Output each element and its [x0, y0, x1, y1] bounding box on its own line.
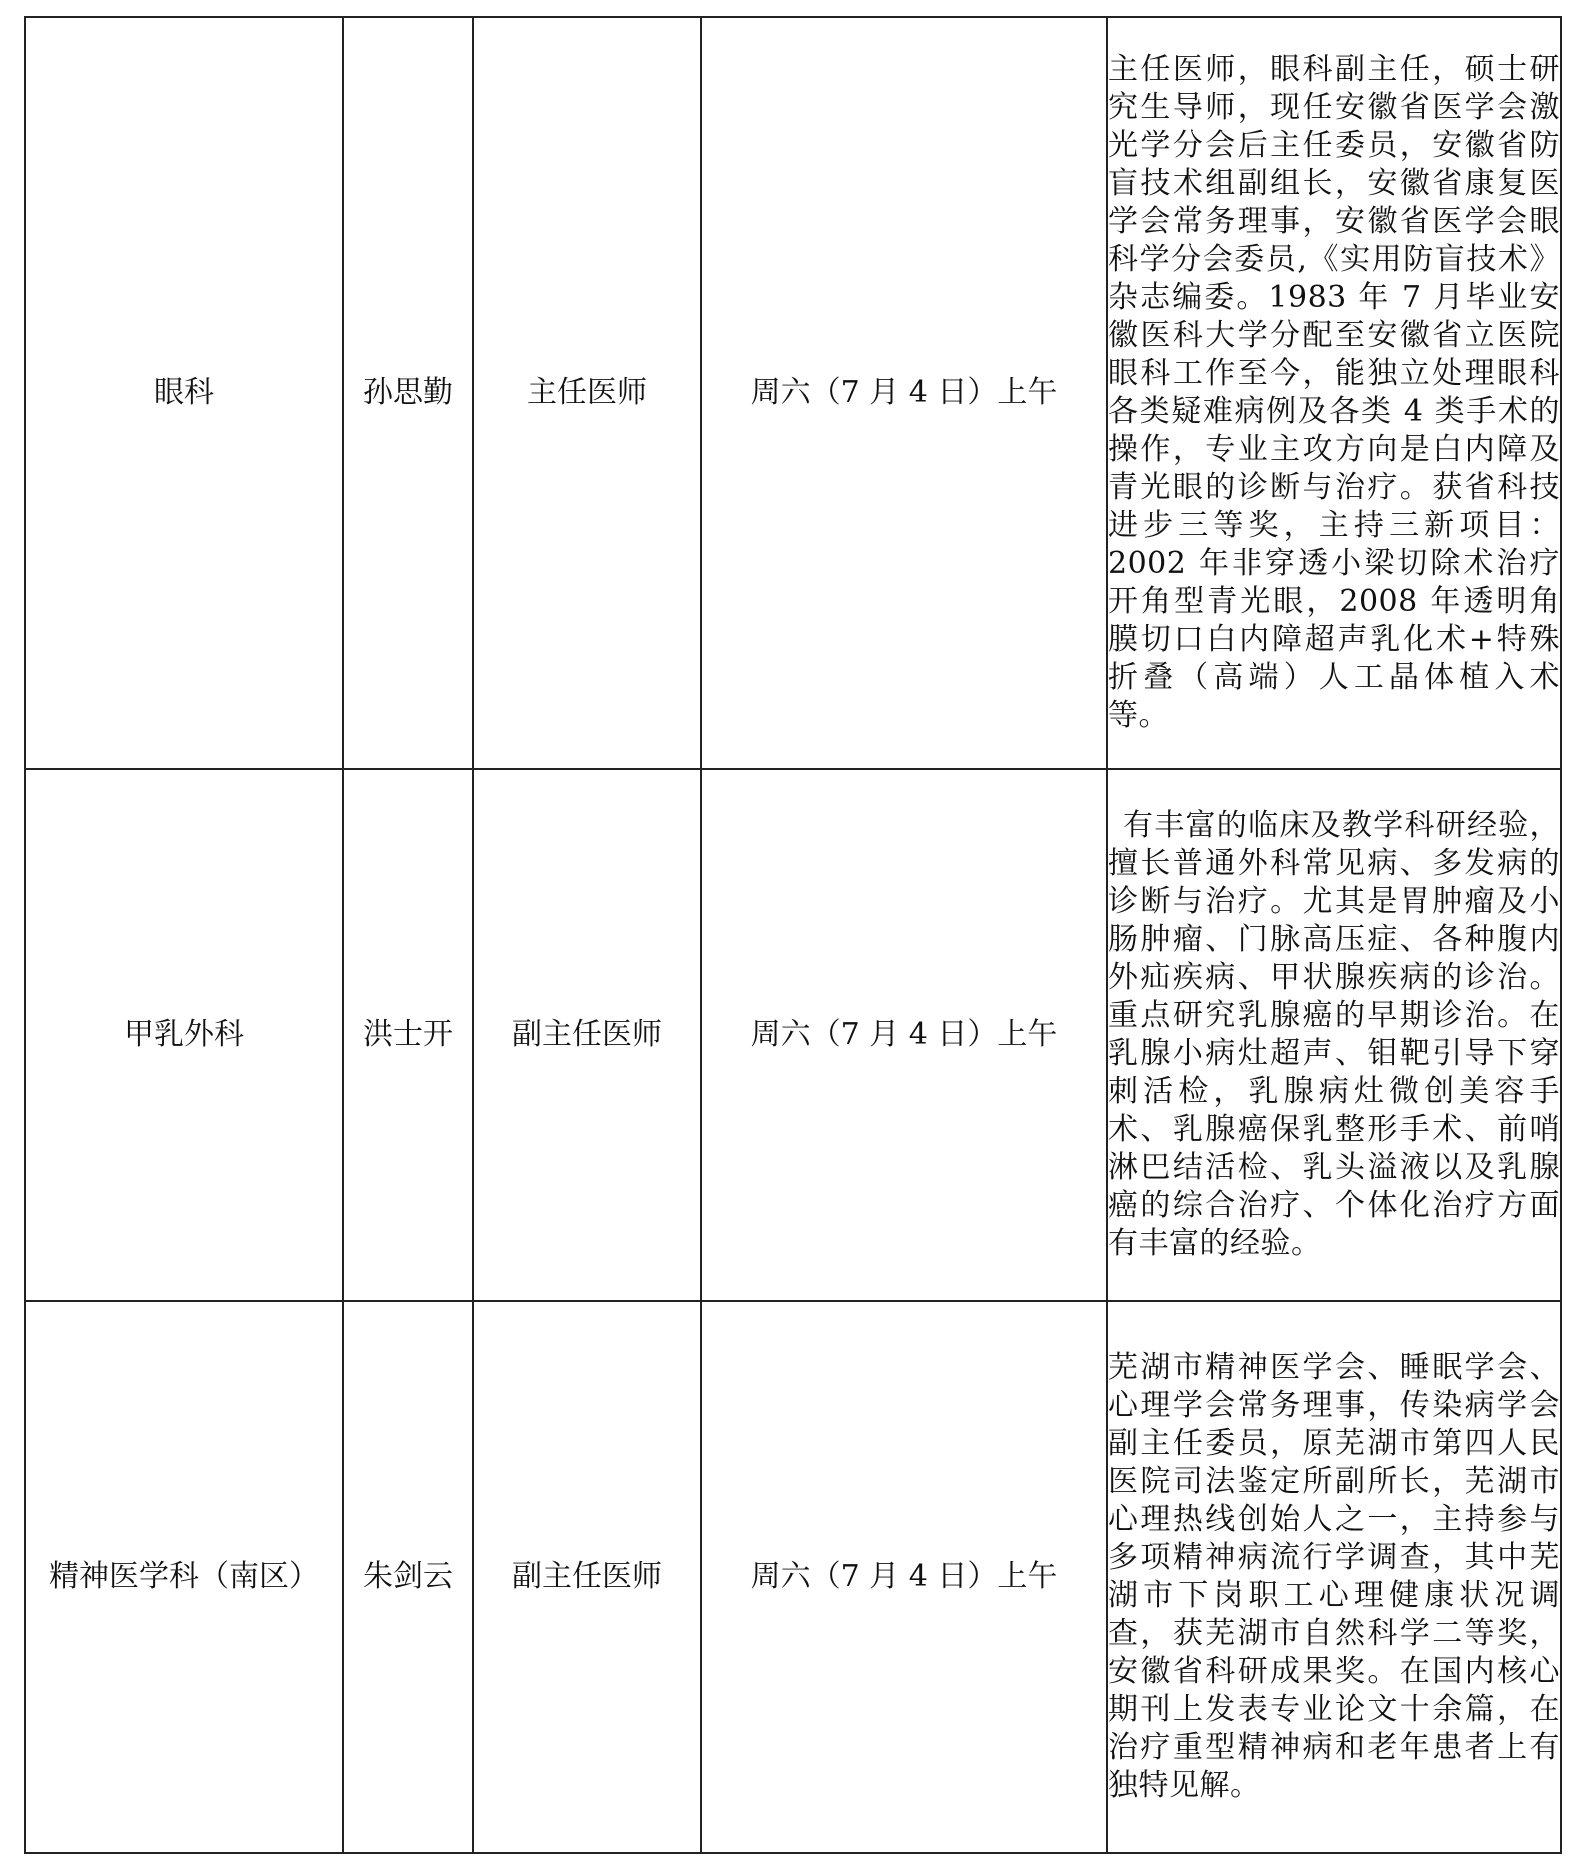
doctor-bio-cell [1107, 17, 1561, 769]
doctor-title-cell: 副主任医师 [473, 1301, 701, 1853]
department-cell: 甲乳外科 [25, 769, 343, 1301]
doctor-bio-text: 有丰富的临床及教学科研经验，擅长普通外科常见病、多发病的诊断与治疗。尤其是胃肿瘤及小肠肿瘤、门脉高压症、各种腹内外疝疾病、甲状腺疾病的诊治。重点研究乳腺癌的早期诊治。在乳腺小病灶超声、钼靶引导下穿刺活检，乳腺病灶微创美容手术、乳腺癌保乳整形手术、前哨淋巴结活检、乳头溢液以及乳腺癌的综合治疗、个体化治疗方面有丰富的经验。 [1108, 808, 1560, 1261]
table-row [25, 1301, 1561, 1853]
doctor-bio-text: 主任医师，眼科副主任，硕士研究生导师，现任安徽省医学会激光学分会后主任委员，安徽省防盲技术组副组长，安徽省康复医学会常务理事，安徽省医学会眼科学分会委员,《实用防盲技术》杂志编委。1983 年 7 月毕业安徽医科大学分配至安徽省立医院眼科工作至今，能独立处理眼科各类疑难病例及各类 4 类手术的操作，专业主攻方向是白内障及青光眼的诊断与治疗。获省科技进步三等奖，主持三新项目：2002 年非穿透小梁切除术治疗开角型青光眼，2008 年透明角膜切口白内障超声乳化术+特殊折叠（高端）人工晶体植入术等。 [1108, 52, 1560, 733]
department-cell: 眼科 [25, 17, 343, 769]
department-cell: 精神医学科（南区） [25, 1301, 343, 1853]
clinic-time-cell: 周六（7 月 4 日）上午 [701, 769, 1107, 1301]
doctor-bio-text: 芜湖市精神医学会、睡眠学会、心理学会常务理事，传染病学会副主任委员，原芜湖市第四人民医院司法鉴定所副所长，芜湖市心理热线创始人之一，主持参与多项精神病流行学调查，其中芜湖市下岗职工心理健康状况调查，获芜湖市自然科学二等奖，安徽省科研成果奖。在国内核心期刊上发表专业论文十余篇，在治疗重型精神病和老年患者上有独特见解。 [1108, 1350, 1560, 1803]
doctor-name-cell: 洪士开 [343, 769, 473, 1301]
doctor-bio-cell [1107, 769, 1561, 1301]
doctor-bio-cell [1107, 1301, 1561, 1853]
table-row [25, 17, 1561, 769]
doctor-name-cell: 孙思勤 [343, 17, 473, 769]
clinic-time-cell: 周六（7 月 4 日）上午 [701, 1301, 1107, 1853]
doctor-title-cell: 副主任医师 [473, 769, 701, 1301]
clinic-time-cell: 周六（7 月 4 日）上午 [701, 17, 1107, 769]
table-row [25, 769, 1561, 1301]
expert-schedule-table [24, 16, 1562, 1854]
doctor-name-cell: 朱剑云 [343, 1301, 473, 1853]
doctor-title-cell: 主任医师 [473, 17, 701, 769]
